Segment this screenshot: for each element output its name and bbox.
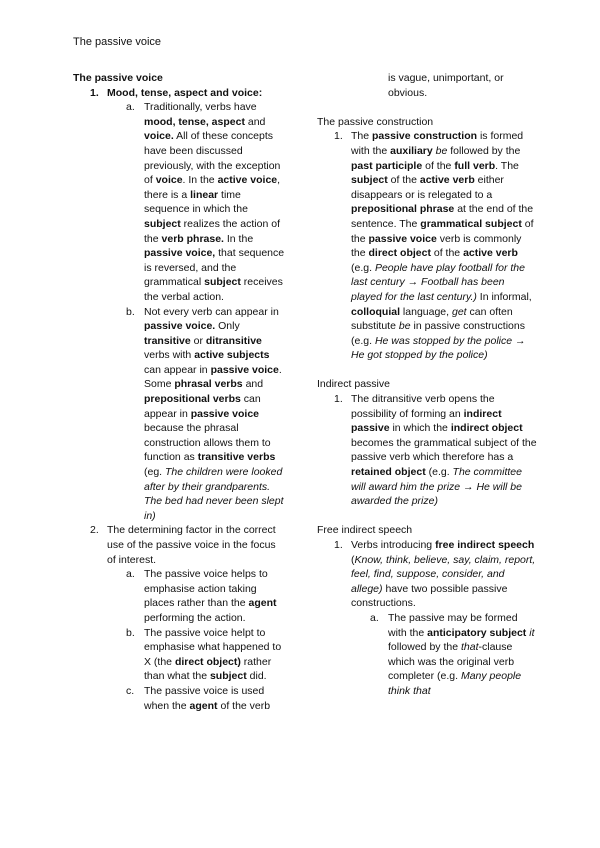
text-run: and — [242, 378, 264, 391]
text-run: The determining factor in the correct use of the passive voice in the focus of interest. — [107, 524, 276, 566]
text-run: Not every verb can appear in — [144, 305, 279, 318]
text-run: of the — [387, 174, 420, 187]
left-column — [73, 71, 285, 713]
text-run: . In the — [182, 174, 218, 187]
text-run: The passive may be formed with the — [388, 611, 518, 639]
list-marker: a. — [126, 568, 135, 581]
text-run: full verb — [454, 159, 496, 172]
text-run: transitive verbs — [197, 451, 276, 464]
text-run: of the — [430, 247, 464, 260]
text-run: The committee will award him the prize → He will be awarded the prize) — [351, 466, 522, 508]
list-item-text — [351, 538, 537, 611]
sub-list-item — [73, 684, 285, 713]
text-run: In informal, — [476, 290, 532, 303]
text-run: voice: — [231, 86, 263, 99]
section-heading: Free indirect speech — [317, 524, 413, 537]
sub-list-item-text — [144, 626, 285, 684]
text-run: passive voice — [210, 363, 279, 376]
text-run: mood, tense, aspect — [144, 115, 245, 128]
list-item-text — [351, 129, 537, 363]
text-run: active subjects — [194, 349, 270, 362]
text-run: prepositional phrase — [351, 203, 455, 216]
text-run: performing the action. — [144, 611, 246, 624]
text-run: retained object — [351, 466, 426, 479]
list-item — [317, 392, 537, 509]
list-item — [73, 523, 285, 567]
text-run: agent — [248, 597, 277, 610]
text-run: and — [244, 115, 266, 128]
sub-list-item-text — [144, 567, 285, 625]
text-run: . Some — [144, 363, 282, 391]
text-run: . The — [495, 159, 519, 172]
text-run: subject — [204, 276, 241, 289]
text-run: grammatical subject — [420, 217, 522, 230]
sub-list-item — [73, 305, 285, 524]
text-run: and — [207, 86, 232, 99]
list-item-text — [107, 86, 285, 101]
text-run: , there is a — [144, 174, 281, 201]
list-marker: 1. — [334, 393, 343, 406]
text-run: ditransitive — [205, 334, 262, 347]
list-marker: 1. — [90, 86, 99, 99]
text-run: that — [460, 641, 479, 654]
sub-list-item — [317, 611, 537, 699]
text-run: Many people think that — [388, 670, 522, 697]
text-run: -clause which was the original verb completer (e.g. — [388, 641, 515, 683]
list-item — [317, 538, 537, 611]
text-run: active verb — [419, 174, 475, 187]
text-run: followed by the — [447, 144, 521, 157]
text-run: of the verb — [217, 699, 271, 712]
text-run: past participle — [351, 159, 423, 172]
text-run: followed by the — [388, 641, 461, 654]
text-run: in which the — [389, 422, 451, 435]
text-run: colloquial — [351, 305, 401, 318]
text-run: active verb — [463, 247, 518, 260]
list-item — [73, 86, 285, 101]
text-run: direct object) — [174, 655, 241, 668]
list-marker: 2. — [90, 524, 99, 537]
list-marker: 1. — [334, 130, 343, 143]
text-run: passive voice — [368, 232, 437, 245]
text-run: time sequence in which the — [144, 188, 248, 216]
text-run: passive voice, — [144, 247, 216, 260]
text-run: Verbs introducing — [351, 539, 436, 551]
sub-list-item — [73, 626, 285, 684]
text-run: verb is commonly the — [351, 232, 522, 260]
text-run: verbs with — [144, 349, 195, 362]
document-title: The passive voice — [73, 72, 163, 84]
section-heading: Indirect passive — [317, 378, 390, 391]
text-run: of the — [422, 159, 455, 172]
text-run: anticipatory subject — [427, 626, 527, 639]
text-run: is formed with the — [351, 130, 524, 157]
text-run: be — [398, 320, 411, 333]
text-run: indirect object — [450, 422, 523, 435]
text-run: The children were looked after by their grandparents. The bed had never been slept in) — [144, 466, 284, 522]
text-run: passive voice — [190, 407, 259, 420]
sub-list-item-text — [144, 100, 285, 304]
text-run: linear — [190, 188, 219, 201]
text-run: free indirect speech — [435, 539, 535, 551]
text-run: (eg. — [144, 466, 166, 479]
list-marker: a. — [126, 101, 135, 114]
text-run: get — [451, 305, 467, 318]
text-run: have two possible passive constructions. — [351, 582, 508, 610]
text-run: agent — [189, 699, 218, 712]
sub-list-item-text — [144, 684, 285, 713]
list-item-text — [351, 392, 537, 509]
text-run: subject — [209, 670, 247, 683]
text-run: that sequence is reversed, and the grammatical — [144, 247, 285, 289]
text-run: (e.g. — [351, 261, 375, 274]
text-run: verb phrase. — [161, 232, 224, 245]
list-marker: b. — [126, 305, 135, 318]
text-run: The — [351, 130, 373, 143]
text-run: Mood, tense, aspect — [107, 86, 208, 99]
text-run: passive voice. — [144, 320, 216, 333]
text-run: realizes the action of the — [144, 217, 280, 245]
text-run: ( — [351, 553, 355, 566]
text-run: it — [529, 626, 535, 639]
text-run: transitive — [144, 334, 191, 347]
text-run: did. — [246, 670, 267, 683]
text-run: of the — [351, 217, 534, 245]
text-run: In the — [223, 232, 254, 245]
text-run: because the phrasal construction allows them to function as — [144, 422, 271, 464]
right-column — [317, 71, 537, 699]
continued-text: is vague, unimportant, or obvious. — [388, 72, 504, 99]
text-run: can appear in — [144, 363, 211, 376]
text-run: voice. — [144, 130, 174, 143]
text-run: The passive voice helps to emphasise action taking places rather than the — [144, 568, 268, 610]
section-heading: The passive construction — [317, 115, 434, 128]
text-run: direct object — [368, 247, 431, 260]
sub-list-item-text — [388, 611, 537, 699]
text-run: can often substitute — [351, 305, 513, 333]
text-run: language, — [400, 305, 452, 318]
text-run: in passive constructions (e.g. — [351, 320, 525, 347]
text-run: subject — [144, 217, 181, 230]
text-run: active voice — [217, 174, 278, 187]
text-run: subject — [351, 174, 388, 187]
text-run: People have play football for the last century → Football has been played for the last century.) — [351, 261, 525, 303]
sub-list-item — [73, 100, 285, 304]
sub-list-item — [73, 567, 285, 625]
text-run: (e.g. — [425, 466, 453, 479]
text-run: can appear in — [144, 393, 261, 420]
text-run: at the end of the sentence. The — [351, 203, 534, 230]
text-run: The passive voice is used when the — [144, 684, 265, 712]
list-marker: c. — [126, 684, 135, 697]
list-marker: a. — [370, 611, 379, 624]
text-run: passive construction — [372, 130, 478, 143]
text-run: Only — [215, 320, 240, 333]
list-marker: b. — [126, 626, 135, 639]
text-run: becomes the grammatical subject of the passive verb which therefore has a — [351, 436, 537, 464]
text-run: The passive voice helpt to emphasise what happened to X (the — [144, 626, 282, 668]
text-run: All of these concepts have been discussed previously, with the exception of — [144, 130, 281, 187]
list-item — [317, 129, 537, 363]
text-run: or — [190, 334, 206, 347]
text-run: prepositional verbs — [144, 393, 241, 406]
text-run: He was stopped by the police → He got stopped by the police) — [351, 334, 526, 362]
text-run: auxiliary — [390, 144, 433, 157]
list-marker: 1. — [334, 539, 343, 551]
list-item-text — [107, 523, 285, 567]
sub-list-item-text — [144, 305, 285, 524]
text-run: Know, think, believe, say, claim, report, feel, find, suppose, consider, and allege) — [351, 553, 536, 595]
text-run: Traditionally, verbs have — [144, 101, 257, 114]
text-run: indirect passive — [351, 407, 502, 435]
text-run: either disappears or is relegated to a — [351, 174, 504, 201]
page-header: The passive voice — [73, 36, 162, 48]
text-run: The ditransitive verb opens the possibility of forming an — [351, 393, 495, 420]
text-run: rather than what the — [144, 655, 272, 683]
text-run: phrasal verbs — [174, 378, 243, 391]
text-run: receives the verbal action. — [144, 276, 283, 303]
text-run: voice — [155, 174, 183, 187]
text-run: be — [435, 144, 448, 157]
